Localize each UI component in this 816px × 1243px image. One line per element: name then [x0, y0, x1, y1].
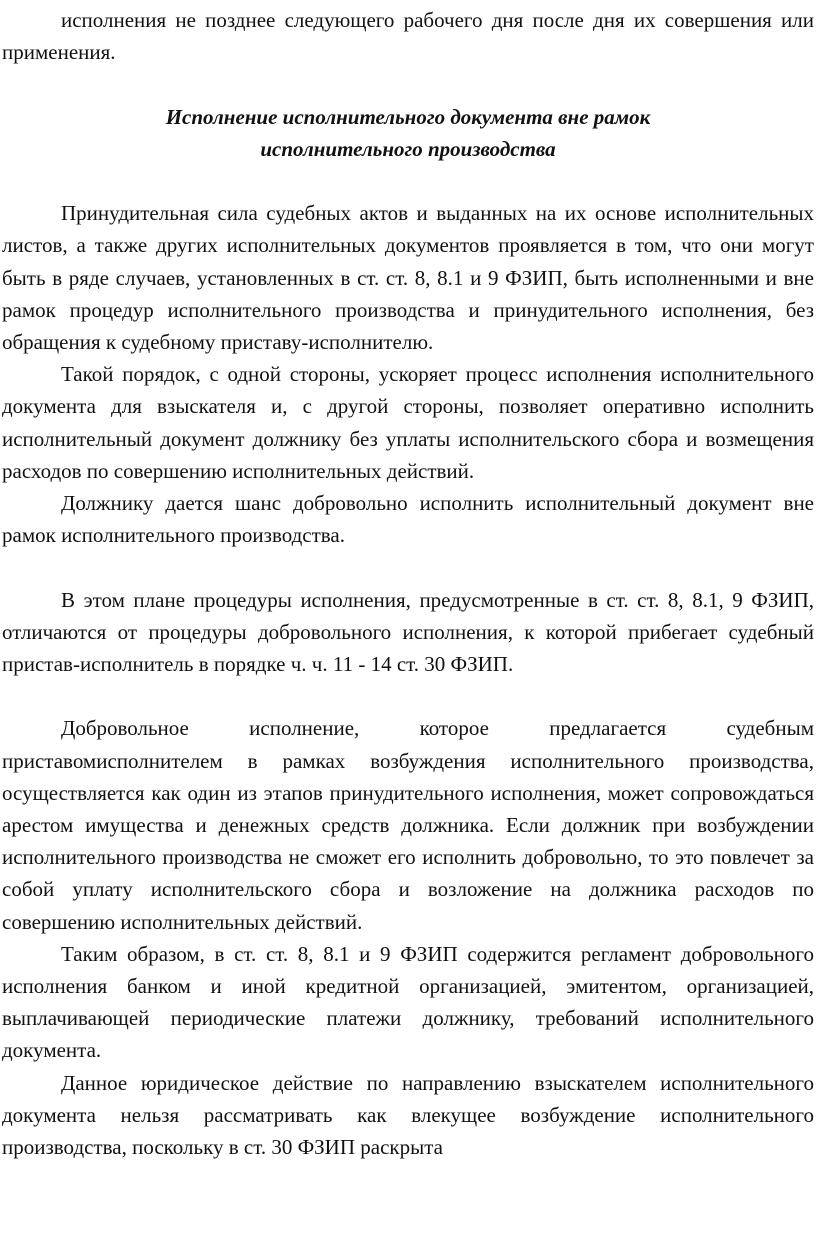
paragraph-7: Данное юридическое действие по направлению взыскателем исполнительного документа нельзя рассматривать как влекущее возбуждение исполнительного производства, поскольку в ст. 30 ФЗИП раскрыта: [2, 1070, 814, 1160]
paragraph-6: Таким образом, в ст. ст. 8, 8.1 и 9 ФЗИП содержится регламент добровольного исполнения банком и иной кредитной организацией, эмитентом, организацией, выплачивающей периодические платежи должнику, требований исполнительного документа.: [2, 941, 814, 1063]
paragraph-1: Принудительная сила судебных актов и выданных на их основе исполнительных листов, а также других исполнительных документов проявляется в том, что они могут быть в ряде случаев, установленных в ст. ст. 8, 8.1 и 9 ФЗИП, быть исполненными и вне рамок процедур исполнительного производства и принудительного исполнения, без обращения к судебному приставу-исполнителю.: [2, 201, 814, 354]
paragraph-2: Такой порядок, с одной стороны, ускоряет процесс исполнения исполнительного документа для взыскателя и, с другой стороны, позволяет оперативно исполнить исполнительный документ должнику без уплаты исполнительского сбора и возмещения расходов по совершению исполнительных действий.: [2, 362, 814, 483]
spacer: [2, 551, 814, 583]
paragraph-5: Добровольное исполнение, которое предлагается судебным приставомисполнителем в рамках возбуждения исполнительного производства, осуществляется как один из этапов принудительного исполнения, может сопровождаться арестом имущества и денежных средств должника. Если должник при возбуждении исполнительного производства не сможет его исполнить добровольно, то это повлечет за собой уплату исполнительского сбора и возложение на должника расходов по совершению исполнительных действий.: [2, 716, 814, 934]
paragraph-3: Должнику дается шанс добровольно исполнить исполнительный документ вне рамок исполнительного производства.: [2, 491, 814, 548]
section-heading-line-2: исполнительного производства: [260, 136, 556, 161]
spacer: [2, 165, 814, 197]
spacer: [2, 68, 814, 100]
section-heading-line-1: Исполнение исполнительного документа вне рамок: [165, 104, 651, 129]
continuation-paragraph: исполнения не позднее следующего рабочего дня после дня их совершения или применения.: [2, 8, 814, 65]
spacer: [2, 680, 814, 712]
section-heading: [2, 101, 814, 165]
paragraph-4: В этом плане процедуры исполнения, предусмотренные в ст. ст. 8, 8.1, 9 ФЗИП, отличаются от процедуры добровольного исполнения, к которой прибегает судебный пристав-исполнитель в порядке ч. ч. 11 - 14 ст. 30 ФЗИП.: [2, 587, 814, 677]
